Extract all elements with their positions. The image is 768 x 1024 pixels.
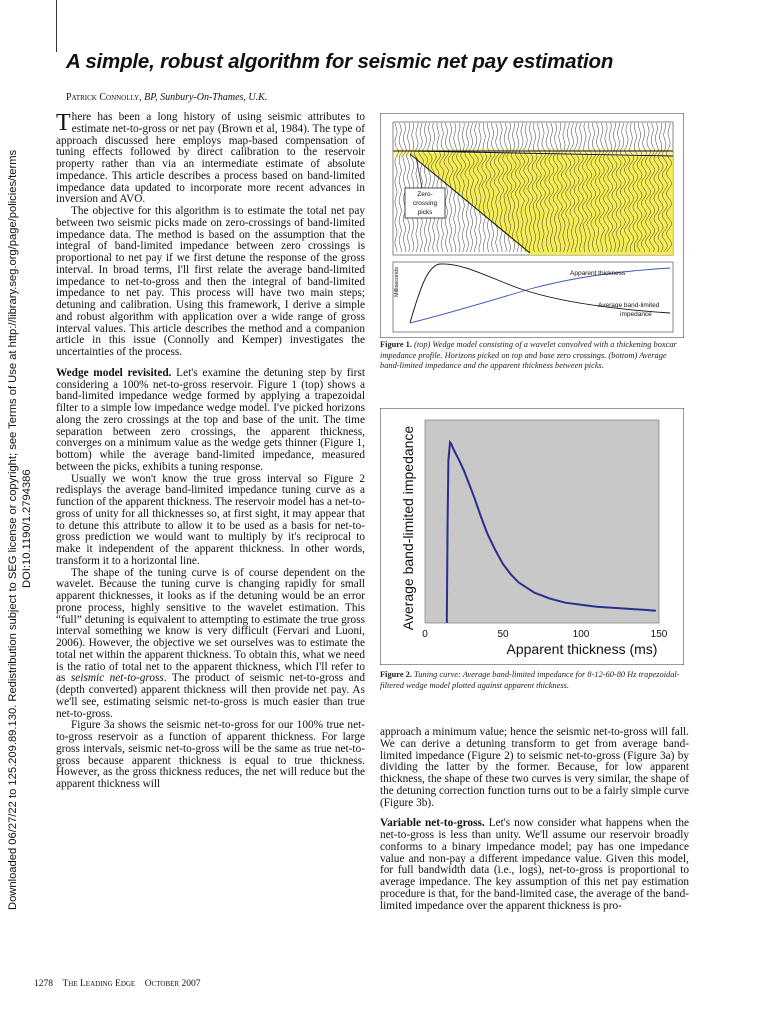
zero-crossing-label-2: crossing: [412, 200, 438, 207]
wedge-section: Wedge model revisited. Let's examine the detuning step by first considering a 100% net-to-gross reservoir. Figure 1 (top) shows a band-limited impedance wedge formed by applying a trapezoidal filter to a simple low impedance wedge model. I've picked horizons along the zero crossings at the top and base of the unit. The time separation between zero crossings, the apparent thickness, converges on a minimum value as the wedge gets thinner (Figure 1, bottom) while the average band-limited impedance, measured between the picks, exhibits a tuning response.: [56, 366, 365, 473]
left-column: [56, 112, 365, 791]
zero-crossing-label-1: Zero-: [417, 191, 433, 198]
x-axis-label: Apparent thickness (ms): [506, 641, 658, 657]
x-tick-label: 100: [572, 629, 590, 640]
average-impedance-label-1: Average band-limited: [598, 302, 660, 309]
x-tick-label: 0: [422, 629, 428, 640]
wavelet-paragraph: The shape of the tuning curve is of course dependent on the wavelet. Because the tuning curve is changing rapidly for small apparent thicknesses, it looks as if the detuning would be an error prone process, highly sensitive to the wavelet estimation. This “full” detuning is equivalent to attempting to estimate the true gross interval something we know is very difficult (Fervari and Luoni, 2006). However, the objective we set ourselves was to estimate the total net within the apparent thickness. To obtain this, what we need is the ratio of total net to the apparent thickness, which I'll refer to as seismic net-to-gross. The product of seismic net-to-gross and (depth converted) apparent thickness will then provide net pay. As we'll see, estimating seismic net-to-gross is much easier than true net-to-gross.: [56, 566, 365, 720]
figure-2-caption-label: Figure 2.: [380, 670, 412, 679]
figure3-paragraph: Figure 3a shows the seismic net-to-gross for our 100% true net-to-gross reservoir as a function of apparent thickness. For large gross intervals, seismic net-to-gross will be the same as true net-to-gross because apparent thickness is equal to true thickness. However, as the gross thickness reduces, the net will reduce but the apparent thickness will: [56, 719, 365, 790]
zero-crossing-label-3: picks: [417, 209, 433, 216]
issue-date: October 2007: [144, 979, 201, 989]
figure-2: [380, 408, 684, 670]
milliseconds-axis-label: Milliseconds: [394, 267, 400, 297]
variable-ntg-section: Variable net-to-gross. Let's now consider what happens when the net-to-gross is less than unity. We'll assume our reservoir broadly conforms to a binary impedance model; pay has one impedance value and non-pay a different impedance value. Given this model, for full bandwidth data (i.e., logs), net-to-gross is proportional to average impedance. The key assumption of this net pay estimation procedure is that, for the band-limited case, the average of the band-limited impedance over the apparent thickness is pro-: [380, 817, 689, 912]
intro-paragraph: There has been a long history of using seismic attributes to estimate net-to-gross or net pay (Brown et al, 1984). The type of approach discussed here employs map-based compensation of tuning effects followed by direct calibration to the reservoir property rather than via an intermediate estimate of absolute impedance. This article describes a process based on band-limited impedance data updated to incorporate more recent advances in inversion and AVO.: [56, 110, 365, 206]
author-name: Patrick Connolly,: [66, 92, 142, 103]
right-column: [380, 727, 689, 912]
plot-area: [425, 420, 659, 623]
section-heading-variable: Variable net-to-gross.: [380, 817, 485, 830]
figure-1-caption-label: Figure 1.: [380, 340, 412, 349]
section-heading-wedge: Wedge model revisited.: [56, 366, 172, 379]
drop-cap: T: [56, 110, 71, 136]
figure-1-caption: Figure 1. (top) Wedge model consisting of a wavelet convolved with a thickening boxcar impedance profile. Horizons picked on top and base zero crossings. (bottom) Average band-limited impedance and the apparent thickness between picks.: [380, 340, 677, 371]
figure-1: [380, 113, 684, 343]
detuning-paragraph: approach a minimum value; hence the seismic net-to-gross will fall. We can derive a detuning transform to get from average band-limited impedance (Figure 2) to seismic net-to-gross (Figure 3a) by dividing the latter by the former. Because, for low apparent thickness, the shape of these two curves is very similar, the shape of the detuning correction function turns out to be a fairly simple curve (Figure 3b).: [380, 726, 690, 809]
x-tick-label: 50: [497, 629, 509, 640]
seismic-wedge-panel: [393, 122, 673, 255]
page-number: 1278: [34, 979, 53, 989]
side-doi-text: DOI:10.1190/1.2794386: [21, 469, 33, 588]
x-tick-label: 150: [650, 629, 668, 640]
side-notice-text: Downloaded 06/27/22 to 125.209.89.130. Redistribution subject to SEG license or copyright; see Terms of Use at http://library.seg.org/page/policies/terms: [7, 149, 19, 910]
side-download-notice: [2, 10, 38, 910]
article-title: A simple, robust algorithm for seismic net pay estimation: [66, 50, 614, 73]
apparent-thickness-label: Apparent thickness: [570, 270, 626, 277]
journal-name: The Leading Edge: [62, 979, 136, 989]
header-rule: [56, 0, 57, 52]
figure-2-caption: Figure 2. Tuning curve: Average band-limited impedance for 8-12-60-80 Hz trapezoidal-filtered wedge model plotted against apparent thickness.: [380, 670, 680, 690]
objective-paragraph: The objective for this algorithm is to estimate the total net pay between two seismic picks made on zero-crossings of band-limited impedance data. The method is based on the assumption that the integral of band-limited impedance between zero crossings is proportional to net pay if we first detune the response of the gross interval. In broad terms, I'll first relate the average band-limited impedance to net-to-gross and then the integral of band-limited impedance to net pay. This process will have two main steps; detuning and calibration. Using this framework, I derive a simple and robust algorithm with application over a wide range of gross interval values. This article describes the method and a companion article in this issue (Connolly and Kemper) investigates the uncertainties of the process.: [56, 205, 365, 358]
apparent-thickness-panel: [393, 262, 673, 332]
average-impedance-label-2: impedance: [620, 311, 652, 318]
author-line: [66, 92, 267, 103]
y-axis-label: Average band-limited impedance: [400, 425, 416, 631]
page-footer: [34, 979, 200, 989]
author-affiliation: BP, Sunbury-On-Thames, U.K.: [144, 92, 268, 103]
tuning-paragraph: Usually we won't know the true gross interval so Figure 2 redisplays the average band-limited impedance tuning curve as a function of the apparent thickness. The reservoir model has a net-to-gross of unity for all thicknesses so, at first sight, it may appear that to detune this attribute to allow it to be used as a basis for net-to-gross prediction we would want to multiply by it's reciprocal to make it independent of the apparent thickness. In other words, transform it to a horizontal line.: [56, 472, 365, 567]
